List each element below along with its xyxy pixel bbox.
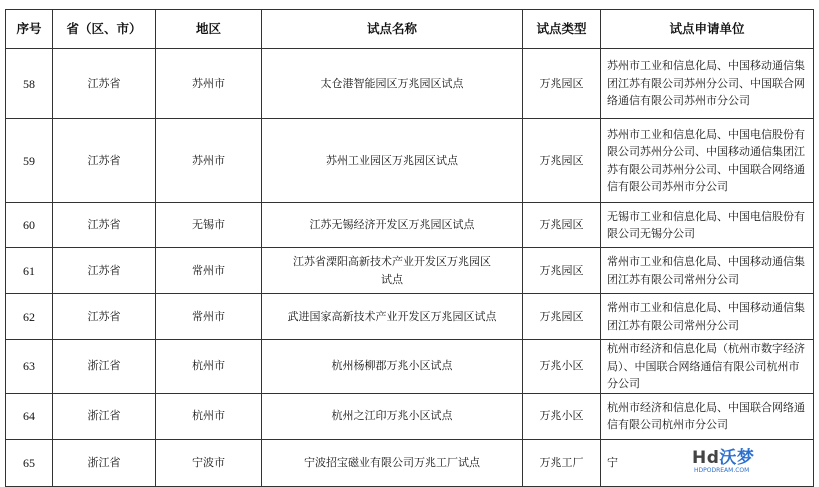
row-no: 59 bbox=[6, 119, 53, 203]
table-row bbox=[6, 248, 814, 294]
row-pilot-name: 江苏省溧阳高新技术产业开发区万兆园区试点 bbox=[262, 248, 523, 294]
row-pilot-name: 武进国家高新技术产业开发区万兆园区试点 bbox=[262, 294, 523, 340]
watermark bbox=[690, 442, 762, 482]
row-city: 苏州市 bbox=[156, 119, 262, 203]
row-city: 常州市 bbox=[156, 248, 262, 294]
row-pilot-name: 杭州杨柳郡万兆小区试点 bbox=[262, 340, 523, 394]
row-no: 64 bbox=[6, 393, 53, 439]
row-applicant: 常州市工业和信息化局、中国移动通信集团江苏有限公司常州分公司 bbox=[601, 248, 814, 294]
row-province: 浙江省 bbox=[53, 340, 156, 394]
table-row bbox=[6, 393, 814, 439]
row-no: 58 bbox=[6, 49, 53, 119]
header-row bbox=[6, 10, 814, 49]
row-pilot-type: 万兆园区 bbox=[523, 49, 601, 119]
row-province: 江苏省 bbox=[53, 119, 156, 203]
table-row bbox=[6, 49, 814, 119]
row-pilot-type: 万兆工厂 bbox=[523, 439, 601, 486]
row-pilot-name: 太仓港智能园区万兆园区试点 bbox=[262, 49, 523, 119]
watermark-url: HDPODREAM.COM bbox=[694, 467, 750, 474]
row-no: 61 bbox=[6, 248, 53, 294]
header-pilot-type: 试点类型 bbox=[523, 10, 601, 49]
row-city: 杭州市 bbox=[156, 393, 262, 439]
row-pilot-type: 万兆园区 bbox=[523, 119, 601, 203]
header-province: 省（区、市） bbox=[53, 10, 156, 49]
table-row bbox=[6, 119, 814, 203]
table-row bbox=[6, 340, 814, 394]
header-region: 地区 bbox=[156, 10, 262, 49]
row-province: 江苏省 bbox=[53, 294, 156, 340]
row-province: 江苏省 bbox=[53, 248, 156, 294]
row-applicant: 无锡市工业和信息化局、中国电信股份有限公司无锡分公司 bbox=[601, 203, 814, 248]
row-pilot-name: 宁波招宝磁业有限公司万兆工厂试点 bbox=[262, 439, 523, 486]
row-applicant: 苏州市工业和信息化局、中国移动通信集团江苏有限公司苏州分公司、中国联合网络通信有限公司苏州市分公司 bbox=[601, 49, 814, 119]
row-no: 60 bbox=[6, 203, 53, 248]
row-pilot-name: 苏州工业园区万兆园区试点 bbox=[262, 119, 523, 203]
table-row bbox=[6, 203, 814, 248]
row-pilot-type: 万兆园区 bbox=[523, 248, 601, 294]
header-applicant: 试点申请单位 bbox=[601, 10, 814, 49]
header-no: 序号 bbox=[6, 10, 53, 49]
pilot-table bbox=[5, 9, 814, 487]
row-city: 苏州市 bbox=[156, 49, 262, 119]
row-applicant: 宁 bbox=[601, 439, 814, 486]
row-city: 无锡市 bbox=[156, 203, 262, 248]
row-applicant: 常州市工业和信息化局、中国移动通信集团江苏有限公司常州分公司 bbox=[601, 294, 814, 340]
row-city: 杭州市 bbox=[156, 340, 262, 394]
row-city: 宁波市 bbox=[156, 439, 262, 486]
row-pilot-type: 万兆小区 bbox=[523, 393, 601, 439]
header-pilot-name: 试点名称 bbox=[262, 10, 523, 49]
row-applicant: 杭州市经济和信息化局、中国联合网络通信有限公司杭州市分公司 bbox=[601, 393, 814, 439]
row-province: 浙江省 bbox=[53, 393, 156, 439]
table-row bbox=[6, 294, 814, 340]
watermark-logo: Hd沃梦 bbox=[692, 448, 755, 468]
row-province: 浙江省 bbox=[53, 439, 156, 486]
row-pilot-type: 万兆园区 bbox=[523, 294, 601, 340]
row-pilot-type: 万兆园区 bbox=[523, 203, 601, 248]
row-no: 65 bbox=[6, 439, 53, 486]
row-city: 常州市 bbox=[156, 294, 262, 340]
row-no: 62 bbox=[6, 294, 53, 340]
row-province: 江苏省 bbox=[53, 49, 156, 119]
row-applicant: 杭州市经济和信息化局（杭州市数字经济局）、中国联合网络通信有限公司杭州市分公司 bbox=[601, 340, 814, 394]
row-pilot-type: 万兆小区 bbox=[523, 340, 601, 394]
row-applicant: 苏州市工业和信息化局、中国电信股份有限公司苏州分公司、中国移动通信集团江苏有限公司苏州分公司、中国联合网络通信有限公司苏州市分公司 bbox=[601, 119, 814, 203]
row-pilot-name: 江苏无锡经济开发区万兆园区试点 bbox=[262, 203, 523, 248]
row-no: 63 bbox=[6, 340, 53, 394]
row-province: 江苏省 bbox=[53, 203, 156, 248]
row-pilot-name: 杭州之江印万兆小区试点 bbox=[262, 393, 523, 439]
